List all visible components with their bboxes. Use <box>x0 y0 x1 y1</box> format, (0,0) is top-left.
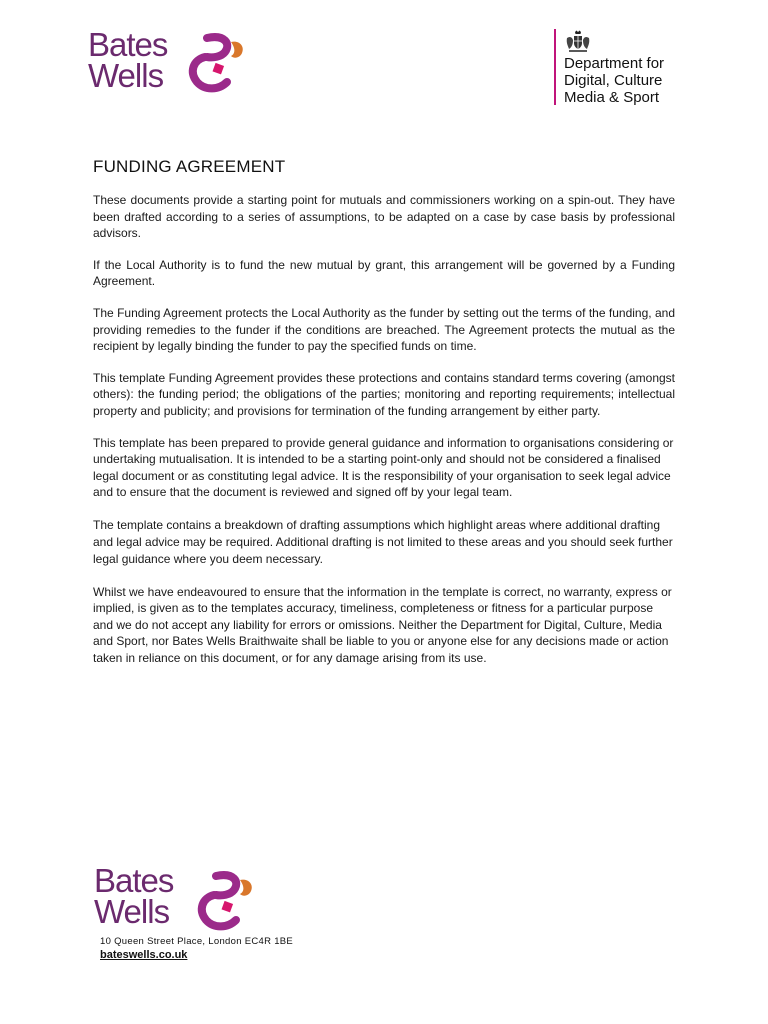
document-title: FUNDING AGREEMENT <box>93 157 286 176</box>
dcms-department-name: Department for Digital, Culture Media & Sport <box>564 55 665 106</box>
royal-coat-of-arms-icon <box>563 30 593 54</box>
dcms-divider <box>554 29 556 105</box>
paragraph-template-terms: This template Funding Agreement provides these protections and contains standard terms covering (amongst others): the funding period; the obligations of the parties; monitoring and reporting requirements; intellectual property and publicity; and provisions for termination of the funding arrangement by either party. <box>93 370 675 418</box>
paragraph-grant: If the Local Authority is to fund the new mutual by grant, this arrangement will be governed by a Funding Agreement. <box>93 257 675 289</box>
document-body <box>93 192 675 683</box>
footer-bates-wells-swirl-mark-icon <box>194 870 256 932</box>
footer-bates-wells-wordmark: Bates Wells <box>94 862 174 930</box>
dcms-logo <box>554 29 694 107</box>
footer-address: 10 Queen Street Place, London EC4R 1BE <box>100 936 294 947</box>
bates-wells-wordmark: Bates Wells <box>88 26 168 94</box>
bates-wells-swirl-mark-icon <box>185 32 247 94</box>
paragraph-guidance: This template has been prepared to provide general guidance and information to organisations considering or undertaking mutualisation. It is intended to be a starting point-only and should not be considered a finalised legal document or as constituting legal advice. It is the responsibility of your organisation to seek legal advice and to ensure that the document is reviewed and signed off by your legal team. <box>93 435 674 500</box>
paragraph-assumptions: The template contains a breakdown of drafting assumptions which highlight areas where additional drafting and legal advice may be required. Additional drafting is not limited to these areas and you should seek further legal guidance where you deem necessary. <box>93 518 673 566</box>
paragraph-protection: The Funding Agreement protects the Local Authority as the funder by setting out the terms of the funding, and providing remedies to the funder if the conditions are breached. The Agreement protects the mutual as the recipient by legally binding the funder to pay the specified funds on time. <box>93 305 675 354</box>
paragraph-disclaimer: Whilst we have endeavoured to ensure that the information in the template is correct, no warranty, express or implied, is given as to the templates accuracy, timeliness, completeness or fitness for a particular purpose and we do not accept any liability for errors or omissions. Neither the Department for Digital, Culture, Media and Sport, nor Bates Wells Braithwaite shall be liable to you or anyone else for any decisions made or action taken in reliance on this document, or for any damage arising from its use. <box>93 584 672 666</box>
paragraph-intro: These documents provide a starting point for mutuals and commissioners working on a spin-out. They have been drafted according to a series of assumptions, to be adapted on a case by case basis by professional advisors. <box>93 193 675 241</box>
footer-website-link[interactable]: bateswells.co.uk <box>100 949 188 961</box>
